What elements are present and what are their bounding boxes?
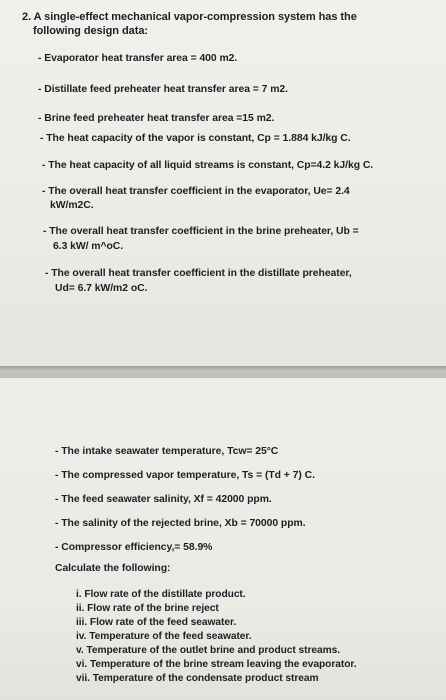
task-item-feed-flow: iii. Flow rate of the feed seawater. (76, 617, 237, 628)
task-item-brine-reject-flow: ii. Flow rate of the brine reject (76, 603, 219, 614)
design-data-item-feed-salinity: - The feed seawater salinity, Xf = 42000 ppm. (55, 494, 272, 505)
design-data-item-compressed-vapor-temperature: - The compressed vapor temperature, Ts = (Td + 7) C. (55, 470, 315, 481)
design-data-item-reject-salinity: - The salinity of the rejected brine, Xb = 70000 ppm. (55, 518, 306, 529)
question-title-line-2: following design data: (33, 25, 149, 37)
design-data-item-liquid-heat-capacity: - The heat capacity of all liquid streams is constant, Cp=4.2 kJ/kg C. (42, 160, 374, 171)
task-item-distillate-flow: i. Flow rate of the distillate product. (76, 589, 246, 600)
design-data-item-compressor-efficiency: - Compressor efficiency,= 58.9% (55, 542, 213, 553)
design-data-item-evaporator-u-line-2: kW/m2C. (50, 200, 94, 211)
design-data-item-distillate-preheater-u-line-1: - The overall heat transfer coefficient in the distillate preheater, (45, 268, 352, 279)
task-item-brine-leaving-temperature: vi. Temperature of the brine stream leaving the evaporator. (76, 659, 357, 670)
design-data-item-distillate-preheater-u-line-2: Ud= 6.7 kW/m2 oC. (55, 283, 148, 294)
task-item-condensate-temperature: vii. Temperature of the condensate product stream (76, 673, 319, 684)
design-data-item-intake-temperature: - The intake seawater temperature, Tcw= 25°C (55, 446, 279, 457)
calculate-heading: Calculate the following: (55, 563, 171, 574)
task-item-outlet-temperatures: v. Temperature of the outlet brine and product streams. (76, 645, 341, 656)
design-data-item-brine-preheater-u-line-1: - The overall heat transfer coefficient in the brine preheater, Ub = (43, 226, 359, 237)
question-title-line-1: 2. A single-effect mechanical vapor-compression system has the (22, 11, 357, 23)
design-data-item-brine-preheater-area: - Brine feed preheater heat transfer area =15 m2. (38, 113, 275, 124)
design-data-item-vapor-heat-capacity: - The heat capacity of the vapor is constant, Cp = 1.884 kJ/kg C. (40, 133, 351, 144)
design-data-item-evaporator-u-line-1: - The overall heat transfer coefficient in the evaporator, Ue= 2.4 (42, 186, 350, 197)
design-data-item-distillate-preheater-area: - Distillate feed preheater heat transfer area = 7 m2. (38, 84, 288, 95)
task-item-feed-temperature: iv. Temperature of the feed seawater. (76, 631, 252, 642)
design-data-item-evaporator-area: - Evaporator heat transfer area = 400 m2. (38, 53, 238, 64)
design-data-item-brine-preheater-u-line-2: 6.3 kW/ m^oC. (53, 241, 124, 252)
page-divider (0, 366, 446, 378)
